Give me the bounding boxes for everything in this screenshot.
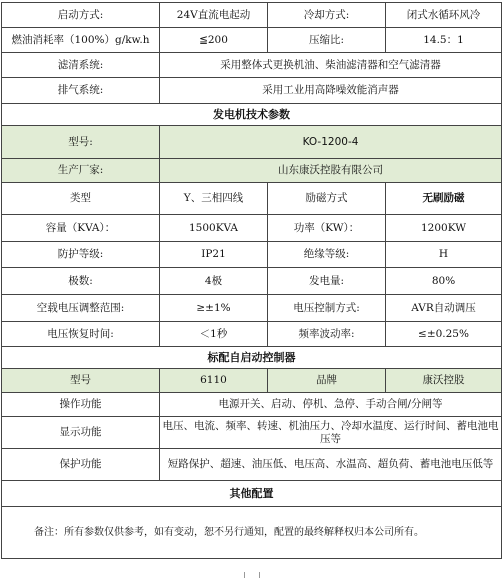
other-section-title: 其他配置 <box>2 481 502 507</box>
filter-row <box>2 53 502 78</box>
protect-value: IP21 <box>160 242 268 268</box>
compress-label: 压缩比: <box>268 28 386 53</box>
cooling-value: 闭式水循环风冷 <box>386 3 502 28</box>
excite-label: 励磁方式 <box>268 183 386 215</box>
fuel-value: ≦200 <box>160 28 268 53</box>
maker-value: 山东康沃控股有限公司 <box>160 159 502 183</box>
type-row <box>2 183 502 215</box>
brand-value: 康沃控股 <box>386 369 502 393</box>
vrec-row <box>2 322 502 347</box>
fuel-label: 燃油消耗率（100%）g/kw.h <box>2 28 160 53</box>
gen-model-label: 型号: <box>2 126 160 159</box>
controller-section-title: 标配自启动控制器 <box>2 347 502 369</box>
freq-label: 频率波动率: <box>268 322 386 347</box>
maker-row <box>2 159 502 183</box>
display-label: 显示功能 <box>2 417 160 449</box>
controller-section-row <box>2 347 502 369</box>
filter-value: 采用整体式更换机油、柴油滤清器和空气滤清器 <box>160 53 502 78</box>
capacity-value: 1500KVA <box>160 215 268 242</box>
op-row <box>2 393 502 417</box>
vrec-label: 电压恢复时间: <box>2 322 160 347</box>
capacity-label: 容量（KVA）： <box>2 215 160 242</box>
power-label: 功率（KW）： <box>268 215 386 242</box>
note-text: 备注：所有参数仅供参考，如有变动，恕不另行通知，配置的最终解释权归本公司所有。 <box>2 507 502 559</box>
vctrl-label: 电压控制方式: <box>268 295 386 322</box>
spec-table <box>1 2 502 559</box>
exhaust-label: 排气系统: <box>2 78 160 104</box>
vrange-label: 空载电压调整范围: <box>2 295 160 322</box>
protect-label: 防护等级: <box>2 242 160 268</box>
start-label: 启动方式: <box>2 3 160 28</box>
page-footer-mark <box>244 572 260 578</box>
output-label: 发电量: <box>268 268 386 295</box>
ctrl-model-row <box>2 369 502 393</box>
start-value: 24V直流电起动 <box>160 3 268 28</box>
display-row <box>2 417 502 449</box>
protect-row <box>2 242 502 268</box>
prot-label: 保护功能 <box>2 449 160 481</box>
vctrl-value: AVR自动调压 <box>386 295 502 322</box>
note-row <box>2 507 502 559</box>
type-value: Y、三相四线 <box>160 183 268 215</box>
generator-section-title: 发电机技术参数 <box>2 104 502 126</box>
op-value: 电源开关、启动、停机、急停、手动合闸/分闸等 <box>160 393 502 417</box>
vrange-value: ≥±1% <box>160 295 268 322</box>
filter-label: 滤清系统: <box>2 53 160 78</box>
brand-label: 品牌 <box>268 369 386 393</box>
fuel-row <box>2 28 502 53</box>
vrange-row <box>2 295 502 322</box>
poles-value: 4极 <box>160 268 268 295</box>
capacity-row <box>2 215 502 242</box>
exhaust-row <box>2 78 502 104</box>
op-label: 操作功能 <box>2 393 160 417</box>
poles-row <box>2 268 502 295</box>
power-value: 1200KW <box>386 215 502 242</box>
cooling-label: 冷却方式: <box>268 3 386 28</box>
exhaust-value: 采用工业用高降噪效能消声器 <box>160 78 502 104</box>
prot-value: 短路保护、超速、油压低、电压高、水温高、超负荷、蓄电池电压低等 <box>160 449 502 481</box>
other-section-row <box>2 481 502 507</box>
ctrl-model-label: 型号 <box>2 369 160 393</box>
excite-value: 无刷励磁 <box>386 183 502 215</box>
maker-label: 生产厂家: <box>2 159 160 183</box>
gen-model-row <box>2 126 502 159</box>
insul-value: H <box>386 242 502 268</box>
type-label: 类型 <box>2 183 160 215</box>
poles-label: 极数: <box>2 268 160 295</box>
prot-row <box>2 449 502 481</box>
output-value: 80% <box>386 268 502 295</box>
freq-value: ≤±0.25% <box>386 322 502 347</box>
generator-section-row <box>2 104 502 126</box>
display-value: 电压、电流、频率、转速、机油压力、冷却水温度、运行时间、蓄电池电压等 <box>160 417 502 449</box>
vrec-value: ＜1秒 <box>160 322 268 347</box>
start-row <box>2 3 502 28</box>
gen-model-value: KO-1200-4 <box>160 126 502 159</box>
ctrl-model-value: 6110 <box>160 369 268 393</box>
compress-value: 14.5：1 <box>386 28 502 53</box>
insul-label: 绝缘等级: <box>268 242 386 268</box>
